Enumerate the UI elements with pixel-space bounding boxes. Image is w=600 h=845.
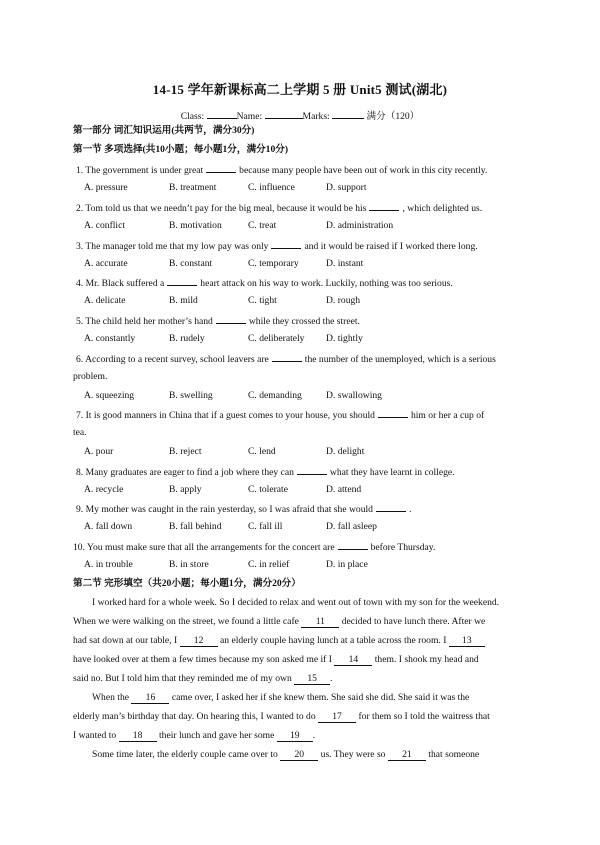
option-b: B. reject [169,446,202,457]
cloze-blank-21: 21 [388,750,426,761]
cloze-blank-11: 11 [301,617,339,628]
option-c: C. fall ill [248,521,283,532]
option-b: B. treatment [169,182,217,193]
option-d: D. rough [326,295,361,306]
option-b: B. motivation [169,220,222,231]
name-blank [265,109,303,119]
question-3: 3. The manager told me that my low pay was only and it would be raised if I worked there long. [76,241,478,252]
option-a: A. conflict [84,220,126,231]
question-7-continued: tea. [73,427,87,438]
option-a: A. constantly [84,333,136,344]
option-d: D. delight [326,446,365,457]
option-d: D. attend [326,484,362,495]
option-d: D. fall asleep [326,521,377,532]
question-4: 4. Mr. Black suffered a heart attack on his way to work. Luckily, nothing was too serious. [76,278,453,289]
part1-heading: 第一部分 词汇知识运用(共两节，满分30分) [73,125,255,136]
option-b: B. mild [169,295,198,306]
option-b: B. in store [169,559,209,570]
option-b: B. constant [169,258,213,269]
passage-line-5: said no. But I told him that they reminded me of my own 15 . [73,673,333,684]
option-c: C. deliberately [248,333,305,344]
passage-line-7: elderly man’s birthday that day. On hearing this, I wanted to do 17 for them so I told the waitress that [73,711,490,722]
answer-blank [216,314,246,324]
option-a: A. in trouble [84,559,133,570]
cloze-blank-17: 17 [318,712,356,723]
passage-line-8: I wanted to 18 their lunch and gave her some 19 . [73,730,316,741]
question-5: 5. The child held her mother’s hand while they crossed the street. [76,316,360,327]
answer-blank [378,408,408,418]
option-a: A. pour [84,446,114,457]
answer-blank [376,502,406,512]
cloze-blank-15: 15 [294,674,330,685]
passage-line-6: When the 16 came over, I asked her if she knew them. She said she did. She said it was the [92,692,470,703]
student-info-line [0,108,600,122]
class-blank [207,109,237,119]
option-d: D. instant [326,258,364,269]
option-b: B. fall behind [169,521,222,532]
option-c: C. lend [248,446,276,457]
option-b: B. apply [169,484,202,495]
option-c: C. tight [248,295,277,306]
question-2: 2. Tom told us that we needn’t pay for the big meal, because it would be his , which delighted us. [76,203,483,214]
question-1: 1. The government is under great because many people have been out of work in this city recently. [76,165,488,176]
cloze-blank-14: 14 [334,655,372,666]
question-9: 9. My mother was caught in the rain yesterday, so I was afraid that she would . [76,504,412,515]
option-d: D. tightly [326,333,363,344]
class-label: Class: [180,111,205,122]
option-a: A. delicate [84,295,126,306]
marks-label: Marks: [302,111,330,122]
answer-blank [369,201,399,211]
full-score: 满分（120） [366,111,420,122]
answer-blank [272,352,302,362]
passage-line-1: I worked hard for a whole week. So I decided to relax and went out of town with my son for the weekend. [92,597,500,608]
option-a: A. fall down [84,521,133,532]
section2-heading: 第二节 完形填空（共20小题；每小题1分，满分20分） [73,578,301,589]
question-7: 7. It is good manners in China that if a guest comes to your house, you should him or her a cup of [76,410,485,421]
option-c: C. demanding [248,390,302,401]
option-c: C. in relief [248,559,290,570]
option-c: C. temporary [248,258,299,269]
option-c: C. treat [248,220,277,231]
option-a: A. recycle [84,484,124,495]
passage-line-4: have looked over at them a few times because my son asked me if I 14 them. I shook my head and [73,654,479,665]
question-6: 6. According to a recent survey, school leavers are the number of the unemployed, which is a serious [76,354,496,365]
page-title: 14-15 学年新课标高二上学期 5 册 Unit5 测试(湖北) [152,82,448,97]
cloze-blank-19: 19 [277,731,313,742]
option-d: D. swallowing [326,390,382,401]
answer-blank [271,239,301,249]
question-6-continued: problem. [73,371,108,382]
option-b: B. rudely [169,333,205,344]
cloze-blank-18: 18 [119,731,157,742]
option-b: B. swelling [169,390,213,401]
answer-blank [338,540,368,550]
section1-heading: 第一节 多项选择(共10小题；每小题1分，满分10分) [73,144,289,155]
marks-blank [332,109,364,119]
question-10: 10. You must make sure that all the arrangements for the concert are before Thursday. [73,542,436,553]
cloze-blank-12: 12 [180,636,218,647]
passage-line-9: Some time later, the elderly couple came over to 20 us. They were so 21 that someone [92,749,480,760]
answer-blank [167,276,197,286]
option-d: D. in place [326,559,368,570]
passage-line-2: When we were walking on the street, we found a little cafe 11 decided to have lunch there. After we [73,616,486,627]
option-d: D. support [326,182,367,193]
option-a: A. accurate [84,258,128,269]
answer-blank [206,163,236,173]
cloze-blank-20: 20 [280,750,318,761]
option-c: C. influence [248,182,295,193]
passage-line-3: had sat down at our table, I 12 an elderly couple having lunch at a table across the room. I 13 [73,635,548,647]
option-a: A. squeezing [84,390,135,401]
cloze-blank-13: 13 [449,636,485,647]
answer-blank [297,465,327,475]
option-d: D. administration [326,220,394,231]
option-a: A. pressure [84,182,128,193]
question-8: 8. Many graduates are eager to find a job where they can what they have learnt in college. [76,467,455,478]
cloze-blank-16: 16 [131,693,169,704]
option-c: C. tolerate [248,484,288,495]
name-label: Name: [236,111,263,122]
